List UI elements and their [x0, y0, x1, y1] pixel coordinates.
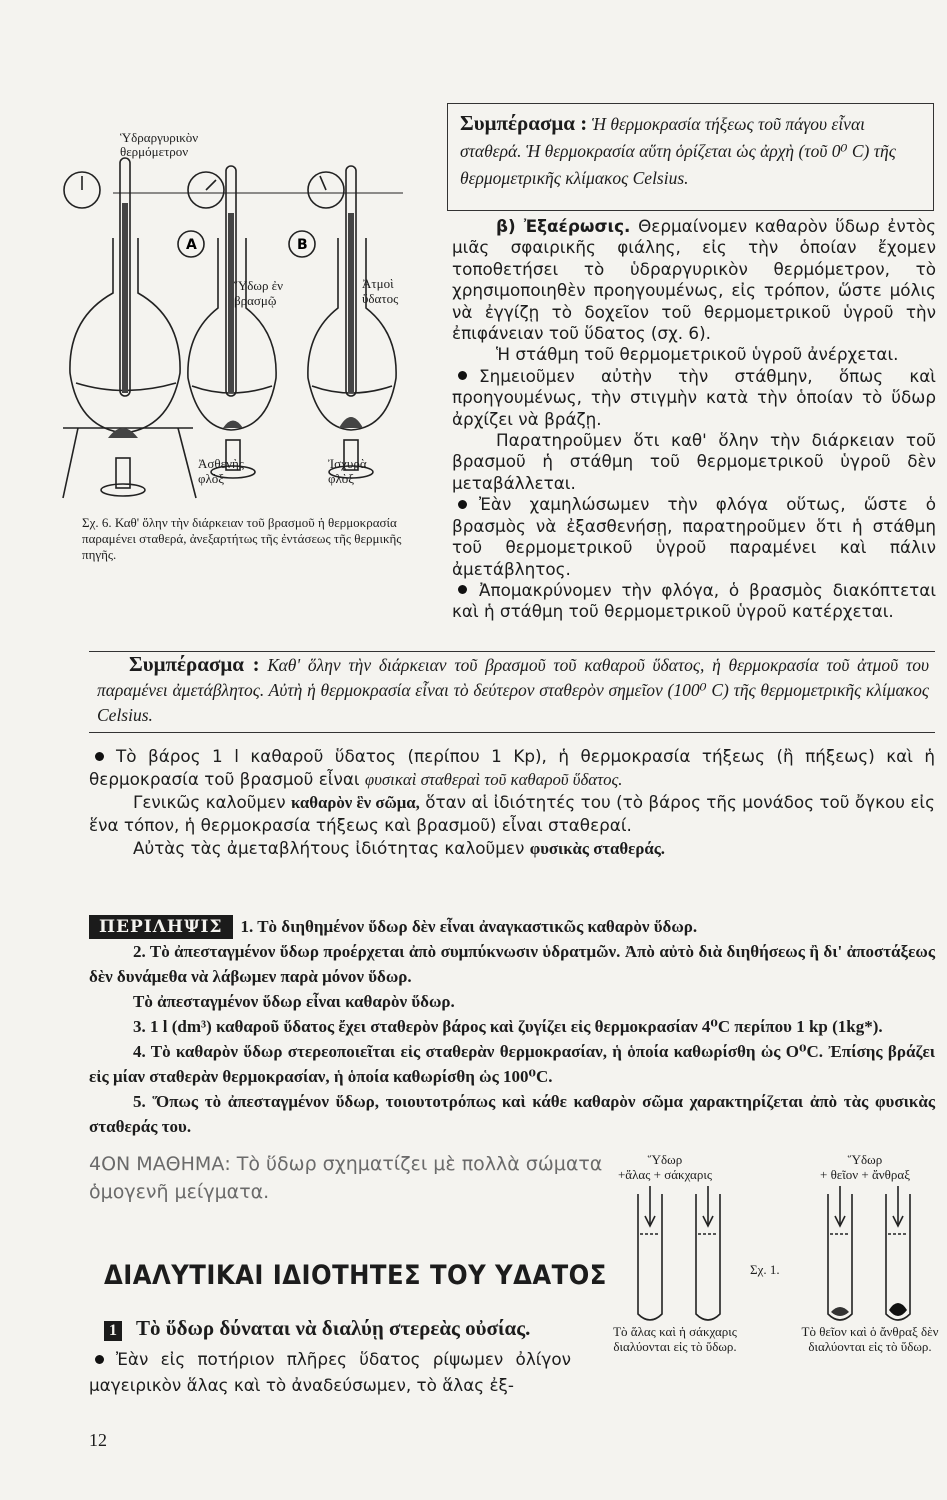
conclusion-box-2 [89, 651, 935, 733]
summary-item-4: 4. Τὸ καθαρὸν ὕδωρ στερεοποιεῖται εἰς σταθερὰν θερμοκρασίαν, ἡ ὁποία καθωρίσθη ὡς O⁰C. Ἐπίσης βράζει εἰς μίαν σταθερὰν θερμοκρασίαν, ἡ ὁποία καθωρίσθη ὡς 100⁰C. [89, 1042, 935, 1086]
body-p2-end: ὅταν αἱ ἰδιότητές του (τὸ βάρος τῆς μονάδος τοῦ ὄγκου εἰς ἕνα τόπον, ἡ θερμοκρασία τήξεως καὶ βρασμοῦ) εἶναι σταθεραί. [89, 792, 935, 835]
figure-1-label: Σχ. 1. [750, 1262, 780, 1277]
vaporization-label: β) Ἐξαέρωσις. [496, 216, 631, 236]
summary-item-5: 5. Ὅπως τὸ ἀπεσταγμένον ὕδωρ, τοιουτοτρόπως καὶ κάθε καθαρὸν σῶμα χαρακτηρίζεται ἀπὸ τὰς φυσικὰς σταθεράς του. [89, 1092, 935, 1136]
body-p2-bold: καθαρὸν ἓν σῶμα, [291, 793, 420, 812]
lesson-text: Τὸ ὕδωρ σχηματίζει μὲ πολλὰ σώματα ὁμογενῆ μείγματα. [89, 1153, 603, 1203]
section-heading: ΔΙΑΛΥΤΙΚΑΙ ΙΔΙΟΤΗΤΕΣ ΤΟΥ ΥΔΑΤΟΣ [104, 1260, 607, 1291]
body-p1-start: Τὸ βάρος 1 l καθαροῦ ὕδατος (περίπου 1 Kp), ἡ θερμοκρασία τήξεως (ἢ πήξεως) καὶ ἡ θερμοκρασία τοῦ βρασμοῦ εἶναι [89, 746, 935, 789]
figure-1-right-top-2: + θεῖον + ἄνθραξ [820, 1167, 910, 1182]
figure-1-test-tubes [600, 1152, 940, 1397]
conclusion-1-text: Ἡ θερμοκρασία τήξεως τοῦ πάγου εἶναι σταθερά. Ἡ θερμοκρασία αὕτη ὁρίζεται ὡς ἀρχὴ (τοῦ 0⁰ C) τῆς θερμομετρικῆς κλίμακος Celsius. [460, 114, 896, 188]
figure-1-drawing [600, 1184, 940, 1334]
paragraph-lower-flame: Ἐὰν χαμηλώσωμεν τὴν φλόγα οὕτως, ὥστε ὁ βρασμὸς νὰ ἐξασθενήσῃ, παρατηροῦμεν ὅτι ἡ στάθμη τοῦ θερμομετρικοῦ ὑγροῦ παραμένει καὶ πάλιν ἀμετάβλητος. [452, 494, 936, 579]
summary-item-2b: Τὸ ἀπεσταγμένον ὕδωρ εἶναι καθαρὸν ὕδωρ. [133, 992, 455, 1011]
figure-1-right-caption: Τὸ θεῖον καὶ ὁ ἄνθραξ δὲν διαλύονται εἰς τὸ ὕδωρ. [801, 1324, 939, 1354]
figure-1-left-top-1: Ὕδωρ [647, 1152, 683, 1167]
lesson-label: 4ΟΝ ΜΑΘΗΜΑ: [89, 1153, 231, 1175]
last-paragraph [89, 1346, 571, 1398]
flask-a-label: A [186, 237, 197, 253]
summary-section [89, 914, 935, 1139]
body-text [89, 745, 935, 860]
bullet-icon [458, 500, 467, 509]
figure-6-drawing [58, 128, 428, 510]
right-column-text [452, 216, 936, 623]
summary-tag: ΠΕΡΙΛΗΨΙΣ [89, 915, 233, 939]
body-p1-italic: φυσικαὶ σταθεραὶ τοῦ καθαροῦ ὕδατος. [364, 770, 623, 789]
subsection-number: 1 [104, 1321, 122, 1341]
figure-1-left-caption: Τὸ ἅλας καὶ ἡ σάκχαρις διαλύονται εἰς τὸ ὕδωρ. [613, 1324, 737, 1354]
summary-item-2: 2. Τὸ ἀπεσταγμένον ὕδωρ προέρχεται ἀπὸ συμπύκνωσιν ὑδρατμῶν. Ἀπὸ αὐτὸ διὰ διηθήσεως ἢ δι' ἀποστάξεως δὲν δυνάμεθα νὰ λάβωμεν παρὰ μόνον ὕδωρ. [89, 942, 935, 986]
steam-label: Ἀτμοὶ ὕδατος [362, 276, 399, 306]
conclusion-box-1 [447, 103, 934, 211]
subsection-heading [104, 1316, 530, 1341]
body-p3-bold: φυσικὰς σταθεράς. [529, 839, 665, 858]
bullet-icon [95, 752, 104, 761]
weak-flame-label: Ἀσθενὴς φλὸξ [198, 456, 244, 486]
thermometer-label: Ὑδραργυρικὸν θερμόμετρον [120, 130, 199, 159]
flask-b-label: B [297, 237, 308, 253]
figure-1-left-top-2: +ἅλας + σάκχαρις [617, 1167, 713, 1182]
conclusion-2-head: Συμπέρασμα : [129, 652, 260, 676]
bullet-icon [95, 1355, 104, 1364]
bullet-icon [458, 371, 467, 380]
bullet-icon [458, 585, 467, 594]
paragraph-level-rises: Ἡ στάθμη τοῦ θερμομετρικοῦ ὑγροῦ ἀνέρχεται. [496, 344, 899, 365]
body-p2-start: Γενικῶς καλοῦμεν [133, 792, 286, 812]
paragraph-remove-flame: Ἀπομακρύνομεν τὴν φλόγα, ὁ βρασμὸς διακόπτεται καὶ ἡ στάθμη τοῦ θερμομετρικοῦ ὑγροῦ κατέρχεται. [452, 579, 936, 622]
last-paragraph-text: Ἐὰν εἰς ποτήριον πλῆρες ὕδατος ρίψωμεν ὀλίγον μαγειρικὸν ἅλας καὶ τὸ ἀναδεύσωμεν, τὸ ἅλας ἐξ- [89, 1349, 571, 1395]
page-number: 12 [89, 1430, 107, 1450]
conclusion-1-head: Συμπέρασμα : [460, 111, 588, 135]
lesson-heading [89, 1150, 609, 1206]
summary-item-3: 3. 1 l (dm³) καθαροῦ ὕδατος ἔχει σταθερὸν βάρος καὶ ζυγίζει εἰς θερμοκρασίαν 4⁰C περίπου 1 kp (1kg*). [133, 1017, 883, 1036]
paragraph-mark-level: Σημειοῦμεν αὐτὴν τὴν στάθμην, ὅπως καὶ προηγουμένως, τὴν στιγμὴν κατὰ τὴν ὁποίαν τὸ ὕδωρ ἀρχίζει νὰ βράζῃ. [452, 365, 936, 429]
subsection-title: Τὸ ὕδωρ δύναται νὰ διαλύῃ στερεὰς οὐσίας. [136, 1316, 531, 1340]
strong-flame-label: Ἰσχυρὰ φλὸξ [328, 456, 367, 486]
figure-6-boiling-apparatus [58, 128, 428, 510]
figure-6-caption: Σχ. 6. Καθ' ὅλην τὴν διάρκειαν τοῦ βρασμοῦ ἡ θερμοκρασία παραμένει σταθερά, ἀνεξαρτήτως τῆς ἐντάσεως τῆς θερμικῆς πηγῆς. [82, 515, 402, 562]
figure-1-right-top-1: Ὕδωρ [847, 1152, 883, 1167]
paragraph-vaporization: Θερμαίνομεν καθαρὸν ὕδωρ ἐντὸς μιᾶς σφαιρικῆς φιάλης, εἰς τὴν ὁποίαν ἔχομεν τοποθετήσει τὸ ὑδραργυρικὸν θερμόμετρον, τὸ χρησιμοποιηθὲν προηγουμένως, εἰς τρόπον, ὥστε μόλις νὰ ἐγγίζῃ τὸ δοχεῖον τοῦ θερμομετρικοῦ ὑγροῦ τὴν ἐπιφάνειαν τοῦ ὕδατος (σχ. 6). [452, 216, 936, 344]
paragraph-observe-constant: Παρατηροῦμεν ὅτι καθ' ὅλην τὴν διάρκειαν τοῦ βρασμοῦ ἡ στάθμη τοῦ θερμομετρικοῦ ὑγροῦ δὲν μεταβάλλεται. [452, 430, 936, 493]
boiling-water-label: Ὕδωρ ἐν βρασμῷ [234, 278, 284, 308]
summary-item-1: 1. Τὸ διηθημένον ὕδωρ δὲν εἶναι ἀναγκαστικῶς καθαρὸν ὕδωρ. [240, 917, 698, 936]
conclusion-2-text: Καθ' ὅλην τὴν διάρκειαν τοῦ βρασμοῦ τοῦ καθαροῦ ὕδατος, ἡ θερμοκρασία τοῦ ἀτμοῦ του παραμένει ἀμετάβλητος. Αὐτὴ ἡ θερμοκρασία εἶναι τὸ δεύτερον σταθερὸν σημεῖον (100⁰ C) τῆς θερμομετρικῆς κλίμακος Celsius. [97, 655, 930, 725]
body-p3-start: Αὐτὰς τὰς ἀμεταβλήτους ἰδιότητας καλοῦμεν [133, 838, 525, 858]
